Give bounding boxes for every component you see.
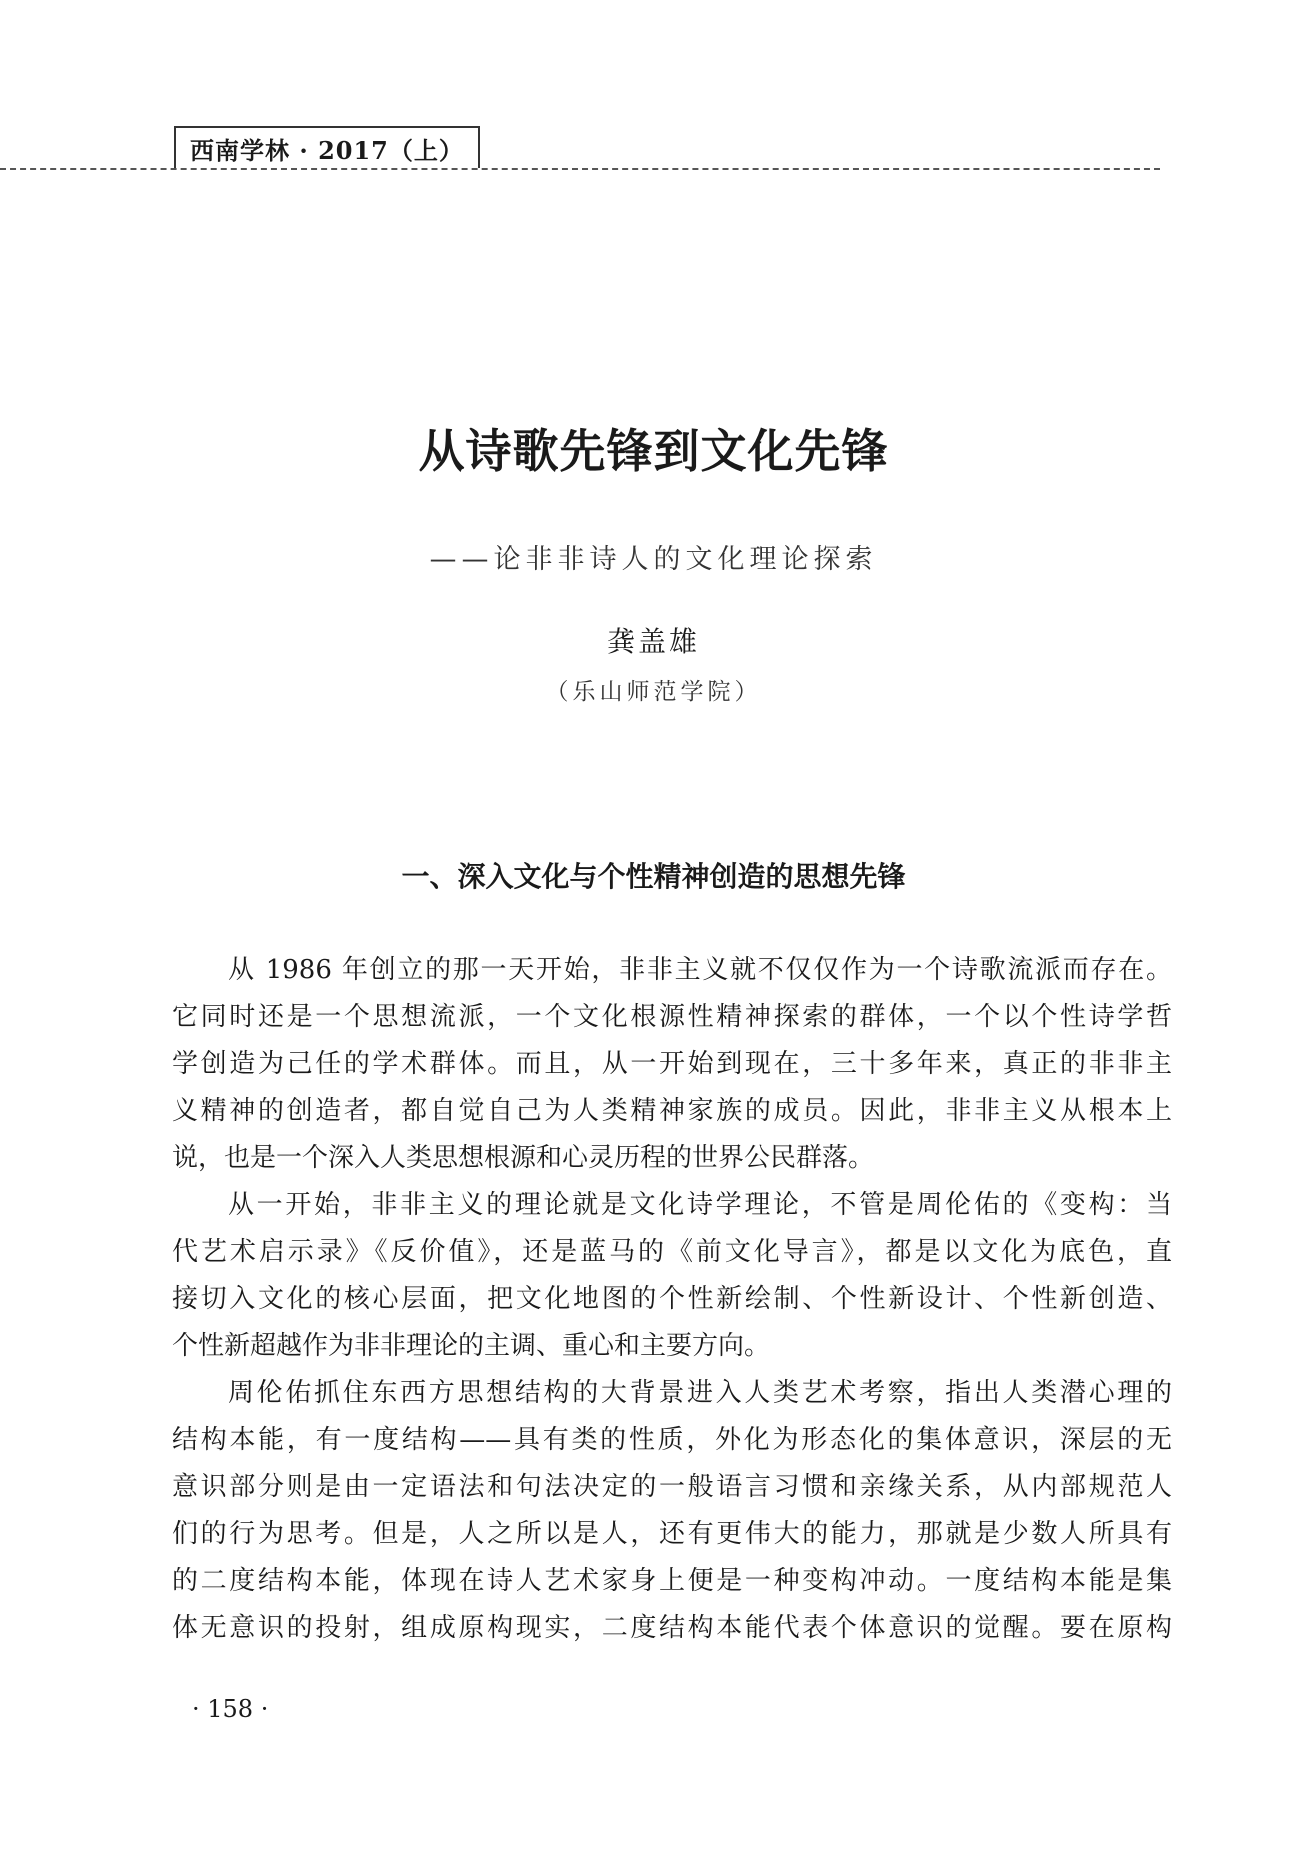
paragraph-line: 代艺术启示录》《反价值》，还是蓝马的《前文化导言》，都是以文化为底色，直 (172, 1237, 1172, 1267)
paragraph-line: 体无意识的投射，组成原构现实，二度结构本能代表个体意识的觉醒。要在原构 (172, 1613, 1172, 1643)
article-title: 从诗歌先锋到文化先锋 (418, 424, 889, 478)
paragraph-line: 的二度结构本能，体现在诗人艺术家身上便是一种变构冲动。一度结构本能是集 (172, 1566, 1172, 1596)
paragraph-line: 从 1986 年创立的那一天开始，非非主义就不仅仅作为一个诗歌流派而存在。 (228, 955, 1172, 985)
paragraph-line: 从一开始，非非主义的理论就是文化诗学理论，不管是周伦佑的《变构：当 (228, 1190, 1172, 1220)
paragraph-line: 说，也是一个深入人类思想根源和心灵历程的世界公民群落。 (172, 1143, 875, 1173)
paragraph-line: 们的行为思考。但是，人之所以是人，还有更伟大的能力，那就是少数人所具有 (172, 1519, 1172, 1549)
paragraph-line: 接切入文化的核心层面，把文化地图的个性新绘制、个性新设计、个性新创造、 (172, 1284, 1172, 1314)
running-header (174, 126, 480, 168)
paragraph-line: 意识部分则是由一定语法和句法决定的一般语言习惯和亲缘关系，从内部规范人 (172, 1472, 1172, 1502)
header-dashed-rule (0, 168, 1160, 170)
running-header-text: 西南学林 · 2017（上） (190, 135, 464, 165)
paragraph-line: 学创造为己任的学术群体。而且，从一开始到现在，三十多年来，真正的非非主 (172, 1049, 1172, 1079)
section-heading: 一、深入文化与个性精神创造的思想先锋 (401, 860, 906, 893)
page-number: · 158 · (192, 1695, 269, 1723)
paragraph-line: 个性新超越作为非非理论的主调、重心和主要方向。 (172, 1331, 771, 1361)
paragraph-line: 义精神的创造者，都自觉自己为人类精神家族的成员。因此，非非主义从根本上 (172, 1096, 1172, 1126)
paragraph-line: 它同时还是一个思想流派，一个文化根源性精神探索的群体，一个以个性诗学哲 (172, 1002, 1172, 1032)
paragraph-line: 结构本能，有一度结构——具有类的性质，外化为形态化的集体意识，深层的无 (172, 1425, 1172, 1455)
article-subtitle: ——论非非诗人的文化理论探索 (429, 544, 878, 575)
author-name: 龚盖雄 (606, 625, 700, 658)
author-affiliation: （乐山师范学院） (545, 679, 762, 705)
paragraph-line: 周伦佑抓住东西方思想结构的大背景进入人类艺术考察，指出人类潜心理的 (228, 1378, 1172, 1408)
body-text (172, 947, 1172, 1652)
